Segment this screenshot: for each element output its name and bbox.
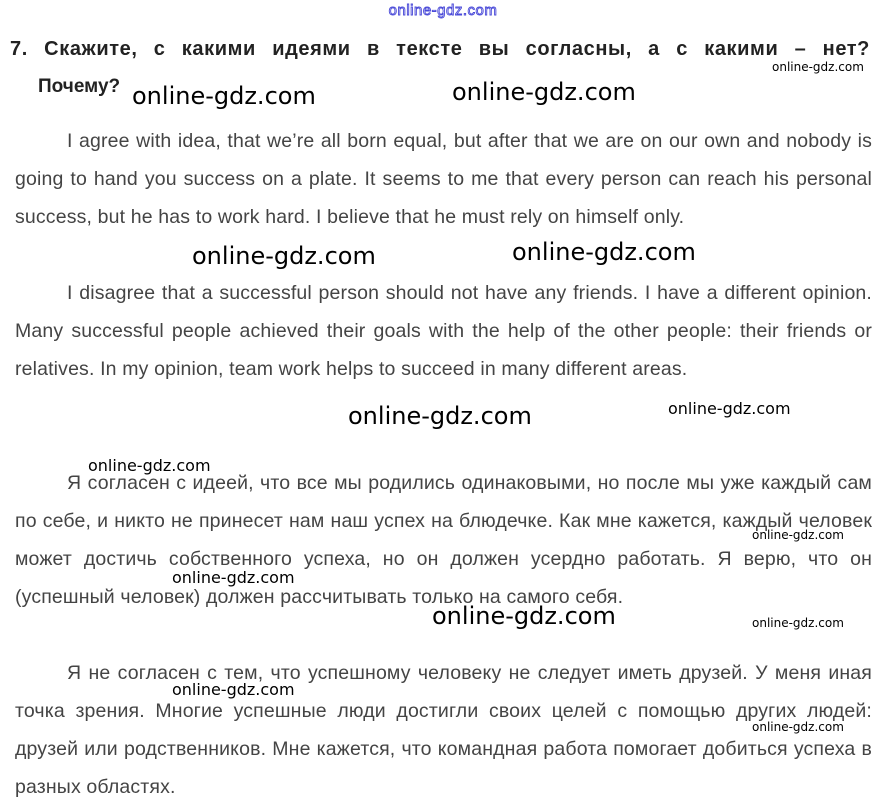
question-heading: 7. Скажите, с какими идеями в тексте вы согласны, а с какими – нет?	[10, 38, 870, 60]
english-paragraph-1: I agree with idea, that we’re all born equal, but after that we are on our own and nobody is going to hand you success on a plate. It seems to me that every person can reach his personal success, but he has to work hard. I believe that he must rely on himself only.	[15, 130, 872, 228]
english-paragraph-2: I disagree that a successful person should not have any friends. I have a different opinion. Many successful people achieved their goals with the help of the other people: their friends or relatives. In my opinion, team work helps to succeed in many different areas.	[15, 282, 872, 380]
watermark: online-gdz.com	[432, 602, 616, 630]
question-heading-continuation: Почему?	[38, 76, 121, 97]
watermark: online-gdz.com	[88, 456, 211, 475]
watermark: online-gdz.com	[752, 616, 844, 630]
watermark: online-gdz.com	[348, 402, 532, 430]
watermark: online-gdz.com	[772, 60, 864, 74]
watermark: online-gdz.com	[752, 720, 844, 734]
watermark: online-gdz.com	[172, 680, 295, 699]
watermark: online-gdz.com	[668, 399, 791, 418]
watermark: online-gdz.com	[512, 238, 696, 266]
russian-paragraph-2: Я не согласен с тем, что успешному человеку не следует иметь друзей. У меня иная точка зрения. Многие успешные люди достигли своих целей с помощью других людей: друзей или родственников. Мне кажется, что командная работа помогает добиться успеха в разных областях.	[15, 662, 872, 798]
watermark: online-gdz.com	[452, 78, 636, 106]
watermark: online-gdz.com	[172, 568, 295, 587]
watermark: online-gdz.com	[192, 242, 376, 270]
russian-paragraph-1: Я согласен с идеей, что все мы родились одинаковыми, но после мы уже каждый сам по себе, и никто не принесет нам наш успех на блюдечке. Как мне кажется, каждый человек может достичь собственного успеха, но он должен усердно работать. Я верю, что он (успешный человек) должен рассчитывать только на самого себя.	[15, 472, 872, 608]
top-watermark: online-gdz.com	[388, 2, 498, 19]
watermark: online-gdz.com	[132, 82, 316, 110]
watermark: online-gdz.com	[752, 528, 844, 542]
